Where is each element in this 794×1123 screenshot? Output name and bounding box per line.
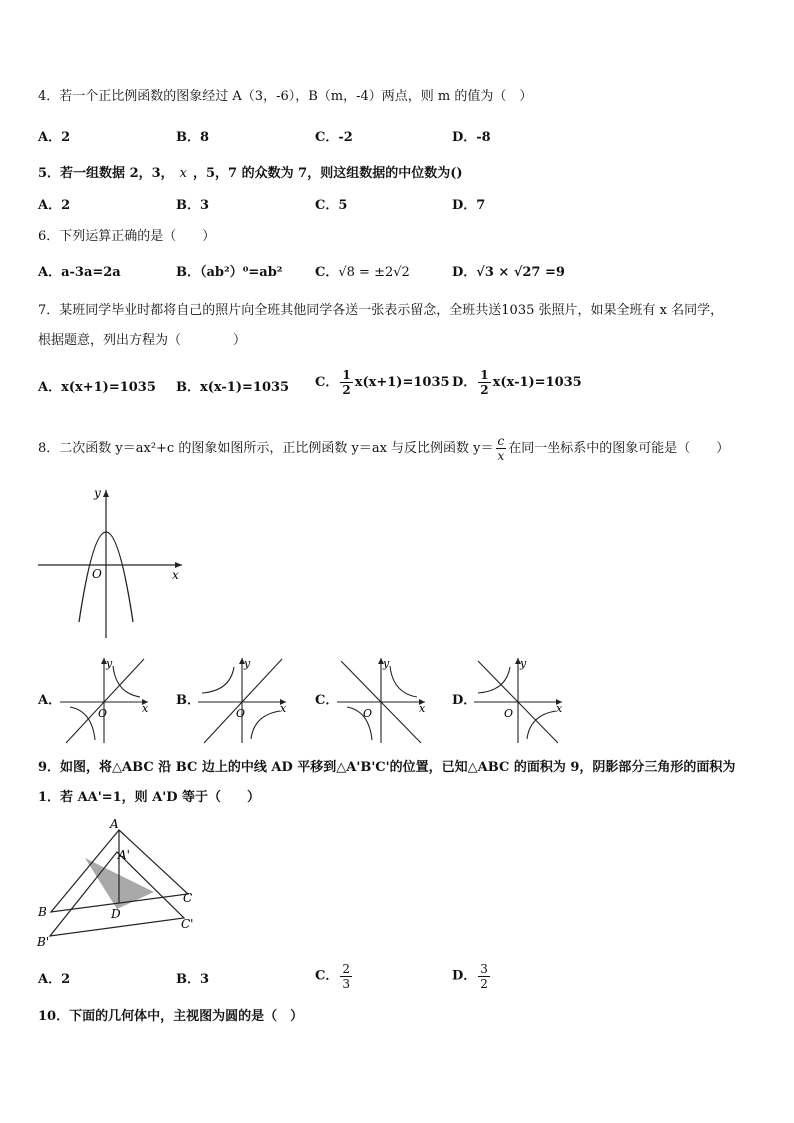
label-a-prime: A' <box>118 848 130 862</box>
question-9-line-1: 9．如图，将△ABC 沿 BC 边上的中线 AD 平移到△A'B'C'的位置，已知△ABC 的面积为 9，阴影部分三角形的面积为 <box>38 760 736 775</box>
q9-option-d-label: D． <box>452 968 477 984</box>
y-axis-label: y <box>94 486 101 500</box>
question-6-stem: 6．下列运算正确的是（ ） <box>38 229 216 244</box>
q6-option-d[interactable] <box>452 264 565 282</box>
q8-option-b-label[interactable]: B． <box>176 693 200 708</box>
q9-option-c-fraction: $\frac{2}{3}$ <box>342 962 350 991</box>
label-c-prime: C' <box>181 917 194 931</box>
q6-option-c-expression: √8 = ±2√2 <box>338 265 410 280</box>
question-5-stem <box>38 165 463 183</box>
q8-option-c-label[interactable]: C． <box>315 693 339 708</box>
q7-option-d[interactable] <box>452 368 582 397</box>
q4-option-a[interactable]: A．2 <box>38 130 71 145</box>
q7-option-c-rest: x(x+1)=1035 <box>354 375 450 390</box>
q7-option-d-fraction: $\frac{1}{2}$ <box>480 368 489 397</box>
line-graph <box>66 659 144 743</box>
q8-option-c-graph[interactable] <box>335 655 427 745</box>
q7-option-d-label: D． <box>452 375 477 390</box>
q8-option-b-graph[interactable] <box>196 655 288 745</box>
q8-parabola-figure <box>36 486 186 640</box>
q8-option-d-label[interactable]: D． <box>452 693 477 708</box>
svg-text:O: O <box>363 707 373 720</box>
q7-option-b[interactable]: B．x(x-1)=1035 <box>176 380 290 395</box>
q7-option-d-rest: x(x-1)=1035 <box>492 375 582 390</box>
svg-text:O: O <box>504 707 514 720</box>
q5-option-a[interactable]: A．2 <box>38 198 71 213</box>
q8-option-a-graph[interactable] <box>58 655 150 745</box>
q6-option-d-label: D． <box>452 265 477 280</box>
label-b: B <box>38 905 47 919</box>
svg-text:y: y <box>106 657 113 670</box>
question-7-line-1: 7．某班同学毕业时都将自己的照片向全班其他同学各送一张表示留念，全班共送1035 张照片，如果全班有 x 名同学， <box>38 303 724 318</box>
q8-stem-part-a: 8．二次函数 y＝ax²+c 的图象如图所示，正比例函数 y＝ax 与反比例函数 y＝ <box>38 441 494 456</box>
svg-text:O: O <box>236 707 246 720</box>
q4-option-d[interactable]: D．-8 <box>452 130 491 145</box>
svg-text:y: y <box>244 657 251 670</box>
q9-option-d[interactable] <box>452 962 492 991</box>
q5-variable-x: x <box>179 166 188 181</box>
q9-option-d-fraction: $\frac{3}{2}$ <box>480 962 488 991</box>
q4-option-b[interactable]: B．8 <box>176 130 210 145</box>
label-b-prime: B' <box>37 935 50 949</box>
svg-text:x: x <box>280 702 287 715</box>
q6-option-c[interactable] <box>315 264 410 282</box>
q7-option-c-fraction: $\frac{1}{2}$ <box>342 368 351 397</box>
label-a: A <box>110 818 119 831</box>
question-7-line-2: 根据题意，列出方程为（ ） <box>38 333 247 348</box>
y-axis-arrow-icon <box>103 490 109 497</box>
svg-text:x: x <box>142 702 149 715</box>
q6-option-d-expression: √3 × √27 =9 <box>476 265 565 280</box>
q5-stem-part-b: ，5，7 的众数为 7，则这组数据的中位数为() <box>193 166 463 181</box>
svg-text:x: x <box>556 702 563 715</box>
q7-option-c-label: C． <box>315 375 339 390</box>
svg-text:O: O <box>98 707 108 720</box>
label-c: C <box>183 891 193 905</box>
q9-option-c-label: C． <box>315 968 339 984</box>
q9-option-a[interactable]: A．2 <box>38 972 71 987</box>
q8-stem-fraction: $\frac{c}{x}$ <box>497 434 505 463</box>
q6-option-a[interactable]: A．a-3a=2a <box>38 265 121 280</box>
hyperbola-branch-upper <box>202 667 234 693</box>
svg-text:y: y <box>520 657 527 670</box>
q5-option-d[interactable]: D．7 <box>452 198 486 213</box>
question-10-stem: 10．下面的几何体中，主视图为圆的是（ ） <box>38 1009 304 1024</box>
label-d: D <box>111 907 121 921</box>
q9-option-c[interactable] <box>315 962 354 991</box>
svg-text:x: x <box>419 702 426 715</box>
q8-option-d-graph[interactable] <box>472 655 564 745</box>
q6-option-b[interactable]: B．（ab²）⁰=ab² <box>176 265 283 280</box>
svg-text:y: y <box>383 657 390 670</box>
q4-option-c[interactable]: C．-2 <box>315 130 353 145</box>
q5-stem-part-a: 5．若一组数据 2，3， <box>38 166 174 181</box>
line-graph <box>204 659 282 743</box>
q8-stem-part-b: 在同一坐标系中的图象可能是（ ） <box>508 441 730 456</box>
q9-triangle-figure <box>34 818 210 954</box>
hyperbola-branch-upper <box>390 666 417 697</box>
q5-option-c[interactable]: C．5 <box>315 198 348 213</box>
q8-option-a-label[interactable]: A． <box>38 693 62 708</box>
q7-option-c[interactable] <box>315 368 450 397</box>
q6-option-c-label: C． <box>315 265 339 280</box>
hyperbola-branch-lower <box>251 711 280 739</box>
hyperbola-branch-upper <box>113 666 140 697</box>
question-9-line-2: 1．若 AA'=1，则 A'D 等于（ ） <box>38 790 261 805</box>
origin-label: O <box>92 567 102 581</box>
question-4-stem: 4．若一个正比例函数的图象经过 A（3，-6），B（m，-4）两点，则 m 的值为（ ） <box>38 89 533 104</box>
x-axis-label: x <box>172 568 179 582</box>
question-8-stem <box>38 434 729 463</box>
q9-option-b[interactable]: B．3 <box>176 972 210 987</box>
q7-option-a[interactable]: A．x(x+1)=1035 <box>38 380 156 395</box>
q5-option-b[interactable]: B．3 <box>176 198 210 213</box>
